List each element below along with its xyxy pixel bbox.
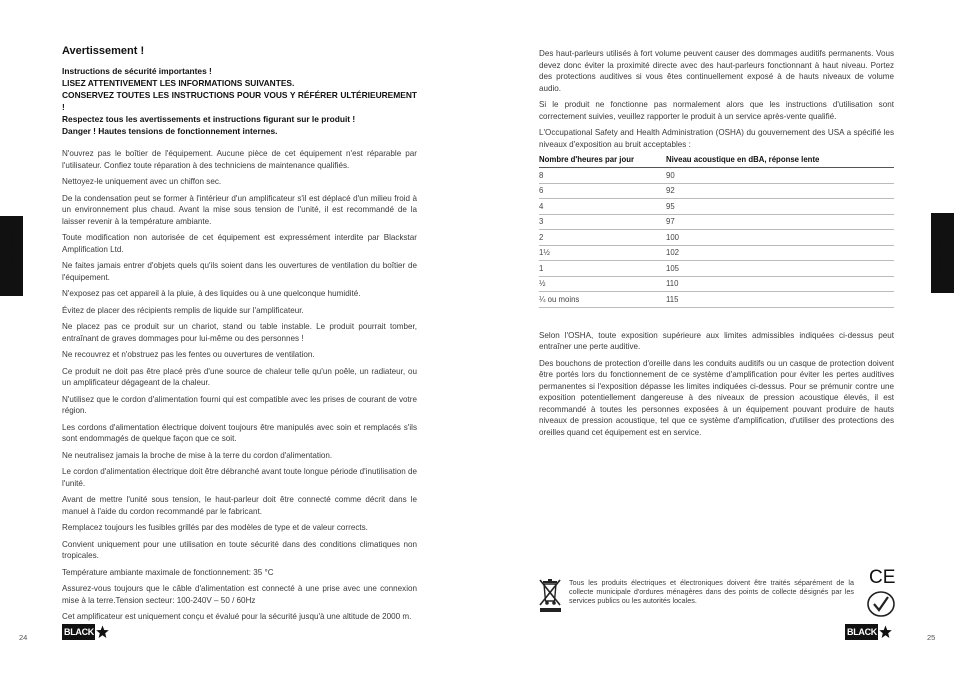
info-paragraph: Selon l'OSHA, toute exposition supérieure aux limites admissibles indiquées ci-dessus peut entraîner une perte auditive. [539, 330, 894, 351]
instruction-paragraph: Les cordons d'alimentation électrique doivent toujours être manipulés avec soin et remplacés s'ils sont endommagés de quelque façon que ce soit. [62, 422, 417, 443]
instruction-paragraph: Ce produit ne doit pas être placé près d'une source de chaleur telle qu'un poêle, un radiateur, ou un amplificateur dégageant de la chaleur. [62, 366, 417, 387]
instruction-paragraph: Toute modification non autorisée de cet équipement est expressément interdite par Blackstar Amplification Ltd. [62, 233, 417, 254]
safety-warnings-column [62, 45, 417, 628]
instruction-paragraph: N'ouvrez pas le boîtier de l'équipement. Aucune pièce de cet équipement n'est réparable par l'utilisateur. Confiez toute réparation à des techniciens de maintenance qualifiés. [62, 149, 417, 170]
important-notices [62, 65, 417, 137]
instruction-paragraph: De la condensation peut se former à l'intérieur d'un amplificateur s'il est déplacé d'un milieu froid à un environnement plus chaud. Avant la mise sous tension de l'unité, il est recommandé de la laisser revenir à la température ambiante. [62, 193, 417, 226]
instruction-paragraph: Nettoyez-le uniquement avec un chiffon sec. [62, 177, 222, 186]
dba-cell: 95 [666, 199, 894, 215]
ce-mark-text: CE [869, 567, 895, 586]
dba-cell: 105 [666, 261, 894, 277]
instruction-paragraph: Ne faites jamais entrer d'objets quels qu'ils soient dans les ouvertures de ventilation du boîtier de l'équipement. [62, 261, 417, 282]
language-label-left: Français [7, 234, 17, 271]
dba-cell: 97 [666, 214, 894, 230]
dba-cell: 110 [666, 276, 894, 292]
dba-cell: 90 [666, 168, 894, 184]
table-row [539, 292, 894, 308]
instruction-paragraph: Évitez de placer des récipients remplis de liquide sur l'amplificateur. [62, 305, 304, 315]
notice: Instructions de sécurité importantes ! [62, 66, 212, 76]
blackstar-logo-right [845, 624, 893, 640]
hours-cell: 2 [539, 230, 666, 246]
instruction-paragraph: N'exposez pas cet appareil à la pluie, à des liquides ou à une quelconque humidité. [62, 289, 361, 298]
instruction-paragraph: Assurez-vous toujours que le câble d'alimentation est connecté à une prise avec une connexion mise à la terre.Tension secteur: 100-240V – 50 / 60Hz [62, 584, 417, 605]
blackstar-logo-left [62, 624, 110, 640]
info-paragraph: Si le produit ne fonctionne pas normalement alors que les instructions d'utilisation sont correctement suivies, veuillez rapporter le produit à un service après-vente qualifié. [539, 100, 894, 121]
ce-mark-icon [869, 566, 895, 586]
page-number-left: 24 [19, 633, 28, 642]
table-row [539, 168, 894, 184]
table-row [539, 276, 894, 292]
instruction-paragraph: N'utilisez que le cordon d'alimentation fourni qui est compatible avec les prises de courant de votre région. [62, 394, 417, 415]
table-header-row [539, 155, 894, 168]
logo-text: BLACK [847, 627, 877, 637]
weee-text: Tous les produits électriques et électroniques doivent être traités séparément de la collecte municipale d'ordures ménagères dans des points de collecte désignés par les services publics ou les autorités locales. [569, 578, 854, 605]
table-row [539, 230, 894, 246]
instruction-paragraph: Ne placez pas ce produit sur un chariot, stand ou table instable. Le produit pourrait tomber, entraînant de graves dommages pour lui-même ou des personnes ! [62, 322, 417, 343]
hours-cell: 8 [539, 168, 666, 184]
warning-title: Avertissement ! [62, 45, 145, 57]
hours-cell: ½ [539, 276, 666, 292]
table-row [539, 214, 894, 230]
hours-cell: 6 [539, 183, 666, 199]
crossed-out-bin-icon [539, 577, 563, 613]
page-number-right: 25 [927, 633, 936, 642]
instruction-paragraph: Remplacez toujours les fusibles grillés par des modèles de type et de valeur corrects. [62, 523, 368, 532]
table-row [539, 183, 894, 199]
instruction-paragraph: Température ambiante maximale de fonctionnement: 35 °C [62, 567, 274, 577]
column-header-hours: Nombre d'heures par jour [539, 155, 666, 168]
instruction-paragraph: Ne neutralisez jamais la broche de mise à la terre du cordon d'alimentation. [62, 450, 333, 460]
notice: CONSERVEZ TOUTES LES INSTRUCTIONS POUR VOUS Y RÉFÉRER ULTÉRIEUREMENT ! [62, 90, 417, 112]
hours-cell: 1½ [539, 245, 666, 261]
rcm-compliance-icon [865, 590, 897, 618]
table-row [539, 199, 894, 215]
notice: Respectez tous les avertissements et instructions figurant sur le produit ! [62, 114, 356, 124]
info-paragraph: L'Occupational Safety and Health Administration (OSHA) du gouvernement des USA a spécifié les niveaux d'exposition au bruit acceptables : [539, 128, 894, 149]
table-row [539, 245, 894, 261]
hours-cell: 3 [539, 214, 666, 230]
dba-cell: 102 [666, 245, 894, 261]
dba-cell: 100 [666, 230, 894, 246]
info-paragraph: Des bouchons de protection d'oreille dans les conduits auditifs ou un casque de protection doivent être portés lors du fonctionnement de ce système d'amplification pour éviter les pertes auditives permanentes si l'exposition dépasse les limites indiquées ci-dessus. Pour se prémunir contre une exposition potentiellement dangereuse à des niveaux de pression acoustique élevés, il est recommandé à toutes les personnes exposées à un équipement pouvant produire de hauts niveaux de pression acoustique, tel que ce système d'amplification, d'utiliser des protections des oreilles quand cet équipement est en service. [539, 358, 894, 437]
instruction-paragraph: Convient uniquement pour une utilisation en toute sécurité dans des conditions climatiques non tropicales. [62, 539, 417, 560]
instruction-paragraph: Avant de mettre l'unité sous tension, le haut-parleur doit être connecté comme décrit dans le manuel à l'aide du cordon recommandé par le fabricant. [62, 495, 417, 516]
star-icon [878, 624, 893, 640]
notice: Danger ! Hautes tensions de fonctionnement internes. [62, 126, 278, 136]
instruction-paragraph: Cet amplificateur est uniquement conçu et évalué pour la sécurité jusqu'à une altitude de 2000 m. [62, 612, 412, 621]
dba-cell: 115 [666, 292, 894, 308]
column-header-level: Niveau acoustique en dBA, réponse lente [666, 155, 894, 168]
instruction-paragraph: Le cordon d'alimentation électrique doit être débranché avant toute longue période d'inutilisation de l'unité. [62, 467, 417, 488]
language-label-right: Français [936, 234, 946, 271]
hours-cell: 1 [539, 261, 666, 277]
star-icon [95, 624, 110, 640]
instruction-paragraph: Ne recouvrez et n'obstruez pas les fentes ou ouvertures de ventilation. [62, 350, 315, 359]
hours-cell: 4 [539, 199, 666, 215]
info-paragraph: Des haut-parleurs utilisés à fort volume peuvent causer des dommages auditifs permanents. Vous devez donc éviter la proximité directe avec des haut-parleurs fonctionnant à haut niveau. Portez des protections auditives si vous êtes continuellement exposé à de hauts niveaux de volume audio. [539, 49, 894, 93]
hours-cell: ¼ ou moins [539, 292, 666, 308]
dba-cell: 92 [666, 183, 894, 199]
safety-instructions [62, 148, 417, 623]
logo-text: BLACK [64, 627, 94, 637]
table-row [539, 261, 894, 277]
osha-noise-exposure-table [539, 155, 894, 308]
notice: LISEZ ATTENTIVEMENT LES INFORMATIONS SUIVANTES. [62, 78, 295, 88]
hearing-protection-column [539, 48, 894, 443]
